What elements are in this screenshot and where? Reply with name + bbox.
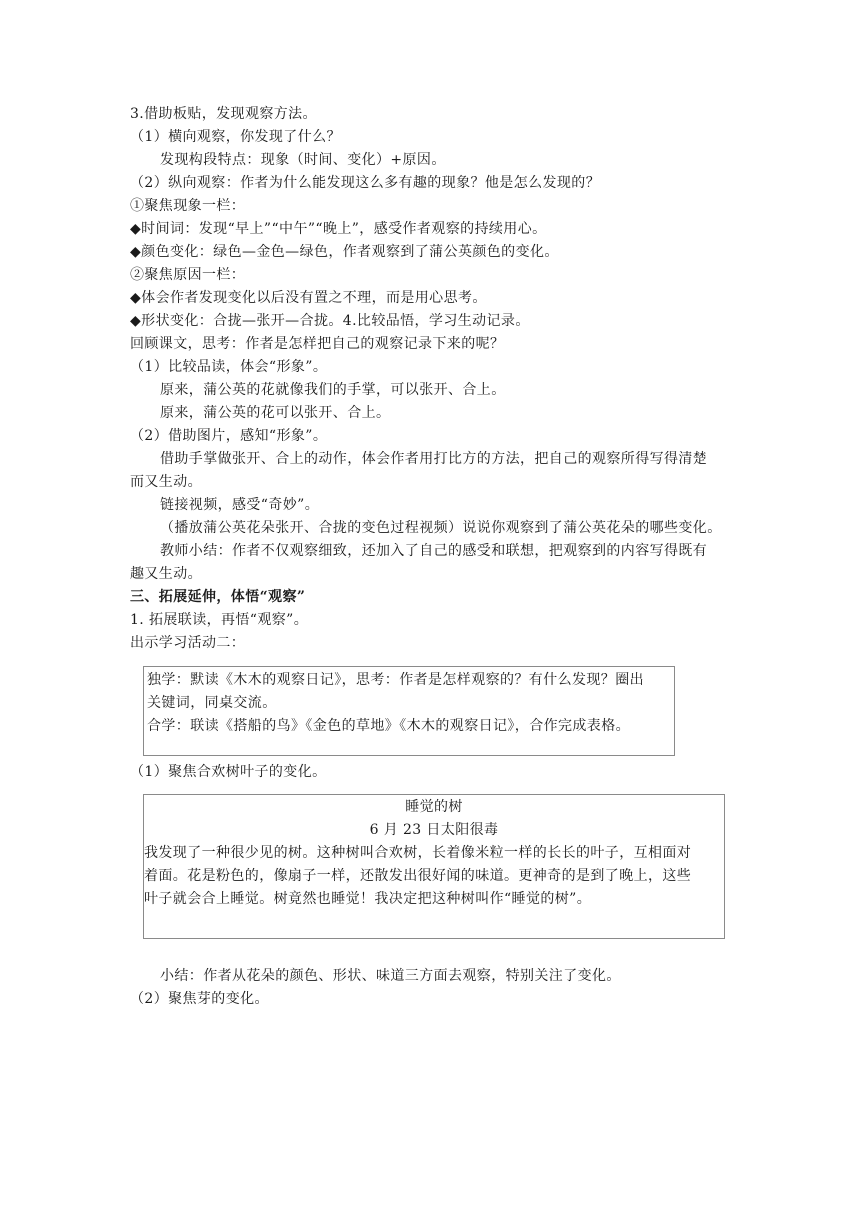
sub-heading: ①聚焦现象一栏：	[130, 198, 246, 214]
question-text: （1）聚焦合欢树叶子的变化。	[130, 764, 327, 780]
body-text: 回顾课文，思考：作者是怎样把自己的观察记录下来的呢？	[130, 336, 505, 352]
body-text: 链接视频，感受“奇妙”。	[160, 497, 320, 513]
question-text: （2）借助图片，感知“形象”。	[130, 428, 328, 444]
box-text: 合学：联读《搭船的鸟》《金色的草地》《木木的观察日记》，合作完成表格。	[147, 718, 630, 734]
body-text: 教师小结：作者不仅观察细致，还加入了自己的感受和联想，把观察到的内容写得既有	[160, 543, 708, 559]
question-text: （1）横向观察，你发现了什么？	[130, 129, 341, 145]
body-text: 借助手掌做张开、合上的动作，体会作者用打比方的方法，把自己的观察所得写得清楚	[160, 451, 708, 467]
box-text: 独学：默读《木木的观察日记》，思考：作者是怎样观察的？有什么发现？圈出	[147, 672, 644, 688]
body-text: 原来，蒲公英的花可以张开、合上。	[160, 405, 391, 421]
question-text: （2）纵向观察：作者为什么能发现这么多有趣的现象？他是怎么发现的？	[130, 175, 601, 191]
body-text: 小结：作者从花朵的颜色、形状、味道三方面去观察，特别关注了变化。	[160, 968, 621, 984]
box-text: 着面。花是粉色的，像扇子一样，还散发出很好闻的味道。更神奇的是到了晚上，这些	[144, 868, 692, 884]
box-text: 我发现了一种很少见的树。这种树叫合欢树，长着像米粒一样的长长的叶子，互相面对	[144, 845, 692, 861]
box-text: 叶子就会合上睡觉。树竟然也睡觉！我决定把这种树叫作“睡觉的树”。	[144, 891, 592, 907]
body-text: 发现构段特点：现象（时间、变化）+原因。	[160, 152, 446, 168]
step-heading: 3.借助板贴，发现观察方法。	[130, 106, 317, 122]
bullet-item: ◆形状变化：合拢—张开—合拢。4.比较品悟，学习生动记录。	[130, 313, 530, 329]
body-text: （播放蒲公英花朵张开、合拢的变色过程视频）说说你观察到了蒲公英花朵的哪些变化。	[160, 520, 722, 536]
question-text: （2）聚焦芽的变化。	[130, 991, 269, 1007]
body-text: 原来，蒲公英的花就像我们的手掌，可以张开、合上。	[160, 382, 506, 398]
bullet-item: ◆时间词：发现“早上”“中午”“晚上”，感受作者观察的持续用心。	[130, 221, 547, 237]
question-text: （1）比较品读，体会“形象”。	[130, 359, 328, 375]
step-heading: 1. 拓展联读，再悟“观察”。	[130, 612, 309, 628]
diary-title: 睡觉的树	[405, 799, 463, 815]
bullet-item: ◆体会作者发现变化以后没有置之不理，而是用心思考。	[130, 290, 487, 306]
sub-heading: ②聚焦原因一栏：	[130, 267, 246, 283]
diary-date: 6 月 23 日太阳很毒	[369, 822, 499, 838]
bullet-item: ◆颜色变化：绿色—金色—绿色，作者观察到了蒲公英颜色的变化。	[130, 244, 559, 260]
body-text: 而又生动。	[130, 474, 202, 490]
learning-activity-box	[143, 666, 675, 756]
section-heading: 三、拓展延伸，体悟“观察”	[130, 589, 306, 605]
body-text: 趣又生动。	[130, 566, 202, 582]
box-text: 关键词，同桌交流。	[147, 695, 277, 711]
body-text: 出示学习活动二：	[130, 635, 246, 651]
diary-excerpt-box	[143, 794, 725, 939]
